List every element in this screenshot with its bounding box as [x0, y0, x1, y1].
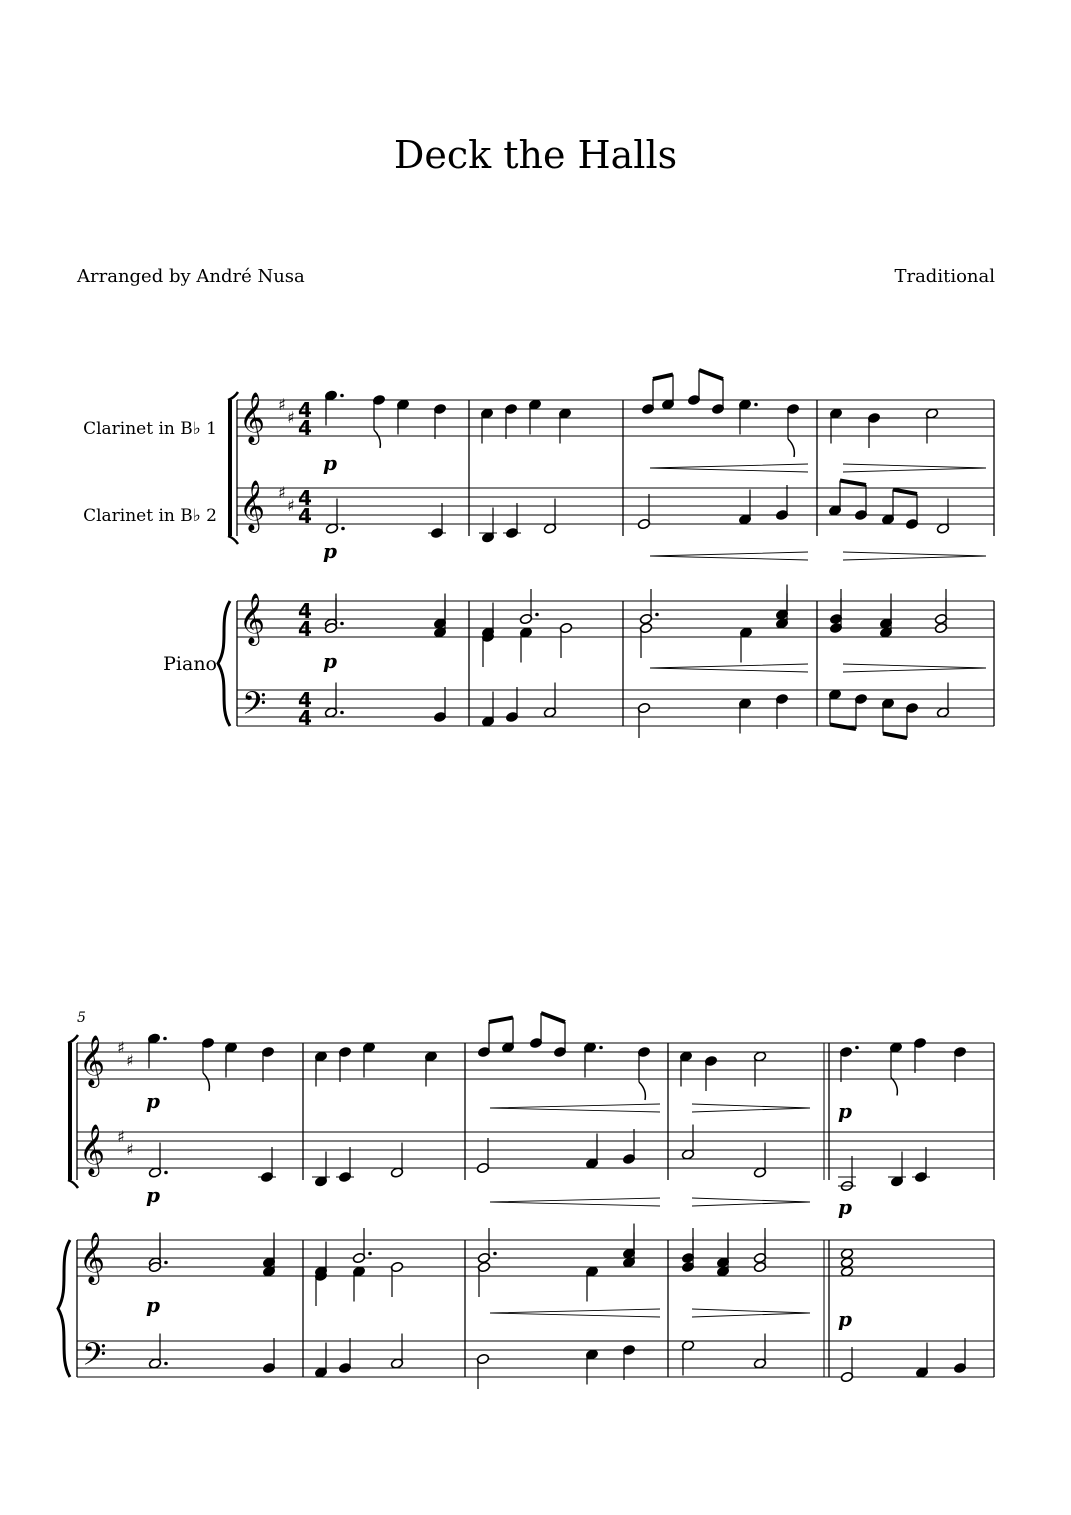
- decrescendo-hairpin: [843, 552, 986, 560]
- note-head: [840, 1266, 853, 1277]
- crescendo-hairpin: [490, 1309, 660, 1317]
- crescendo-hairpin: [650, 664, 808, 672]
- note-head: [840, 1248, 853, 1259]
- beam: [840, 481, 866, 486]
- key-signature-sharp: ♯: [287, 496, 295, 515]
- note-flag: [639, 1082, 645, 1100]
- augmentation-dot: [340, 622, 344, 626]
- treble-clef-icon: 𝄞: [239, 392, 266, 443]
- augmentation-dot: [164, 1362, 168, 1366]
- augmentation-dot: [855, 1046, 859, 1050]
- note-flag: [891, 1078, 897, 1096]
- key-signature-sharp: ♯: [126, 1140, 134, 1159]
- augmentation-dot: [368, 1252, 372, 1256]
- dynamic-marking: p: [146, 1293, 160, 1317]
- measure-number: 5: [77, 1010, 86, 1026]
- treble-clef-icon: 𝄞: [239, 593, 266, 644]
- instrument-name-piano: Piano: [163, 653, 217, 675]
- bass-clef-icon: 𝄢: [242, 685, 267, 729]
- bass-clef-icon: 𝄢: [82, 1336, 107, 1380]
- crescendo-hairpin: [490, 1198, 660, 1206]
- time-signature-bottom: 4: [298, 416, 312, 440]
- treble-clef-icon: 𝄞: [79, 1124, 106, 1175]
- beam: [699, 370, 723, 379]
- time-signature-bottom: 4: [298, 617, 312, 641]
- beam: [541, 1013, 565, 1022]
- composer-credit: Traditional: [894, 266, 995, 287]
- key-signature-sharp: ♯: [278, 483, 286, 502]
- beam: [883, 734, 907, 739]
- dynamic-marking: p: [146, 1089, 160, 1113]
- augmentation-dot: [340, 711, 344, 715]
- augmentation-dot: [163, 1037, 167, 1041]
- dynamic-marking: p: [838, 1195, 852, 1219]
- decrescendo-hairpin: [843, 464, 986, 472]
- beam: [830, 725, 856, 730]
- augmentation-dot: [340, 394, 344, 398]
- augmentation-dot: [655, 613, 659, 617]
- instrument-name-clarinet-1: Clarinet in B♭ 1: [83, 419, 217, 439]
- decrescendo-hairpin: [692, 1309, 810, 1317]
- decrescendo-hairpin: [692, 1198, 810, 1206]
- beam: [653, 375, 673, 380]
- piano-brace: [58, 1240, 70, 1377]
- group-bracket: [68, 1180, 78, 1188]
- time-signature-bottom: 4: [298, 504, 312, 528]
- time-signature-bottom: 4: [298, 706, 312, 730]
- treble-clef-icon: 𝄞: [79, 1232, 106, 1283]
- time-signature-top: 4: [298, 599, 312, 623]
- time-signature-top: 4: [298, 486, 312, 510]
- time-signature-top: 4: [298, 398, 312, 422]
- piano-brace: [218, 601, 230, 726]
- augmentation-dot: [493, 1252, 497, 1256]
- group-bracket: [228, 536, 238, 544]
- beam: [893, 490, 917, 495]
- note-flag: [788, 439, 794, 457]
- key-signature-sharp: ♯: [117, 1038, 125, 1057]
- dynamic-marking: p: [323, 649, 337, 673]
- key-signature-sharp: ♯: [287, 408, 295, 427]
- dynamic-marking: p: [838, 1307, 852, 1331]
- time-signature-top: 4: [298, 688, 312, 712]
- dynamic-marking: p: [146, 1183, 160, 1207]
- beam: [489, 1018, 513, 1023]
- augmentation-dot: [341, 527, 345, 531]
- crescendo-hairpin: [490, 1104, 660, 1112]
- note-head: [840, 1257, 853, 1268]
- treble-clef-icon: 𝄞: [239, 480, 266, 531]
- augmentation-dot: [535, 613, 539, 617]
- key-signature-sharp: ♯: [278, 395, 286, 414]
- dynamic-marking: p: [838, 1099, 852, 1123]
- score-title: Deck the Halls: [393, 133, 678, 177]
- augmentation-dot: [164, 1171, 168, 1175]
- crescendo-hairpin: [650, 464, 808, 472]
- treble-clef-icon: 𝄞: [79, 1035, 106, 1086]
- key-signature-sharp: ♯: [126, 1051, 134, 1070]
- crescendo-hairpin: [650, 552, 808, 560]
- key-signature-sharp: ♯: [117, 1127, 125, 1146]
- arranger-credit: Arranged by André Nusa: [77, 266, 305, 287]
- augmentation-dot: [599, 1046, 603, 1050]
- group-bracket: [228, 392, 238, 400]
- note-flag: [374, 430, 380, 448]
- decrescendo-hairpin: [692, 1104, 810, 1112]
- note-flag: [203, 1073, 209, 1091]
- group-bracket: [68, 1035, 78, 1043]
- augmentation-dot: [164, 1261, 168, 1265]
- dynamic-marking: p: [323, 539, 337, 563]
- instrument-name-clarinet-2: Clarinet in B♭ 2: [83, 506, 217, 526]
- decrescendo-hairpin: [843, 664, 986, 672]
- dynamic-marking: p: [323, 451, 337, 475]
- augmentation-dot: [754, 403, 758, 407]
